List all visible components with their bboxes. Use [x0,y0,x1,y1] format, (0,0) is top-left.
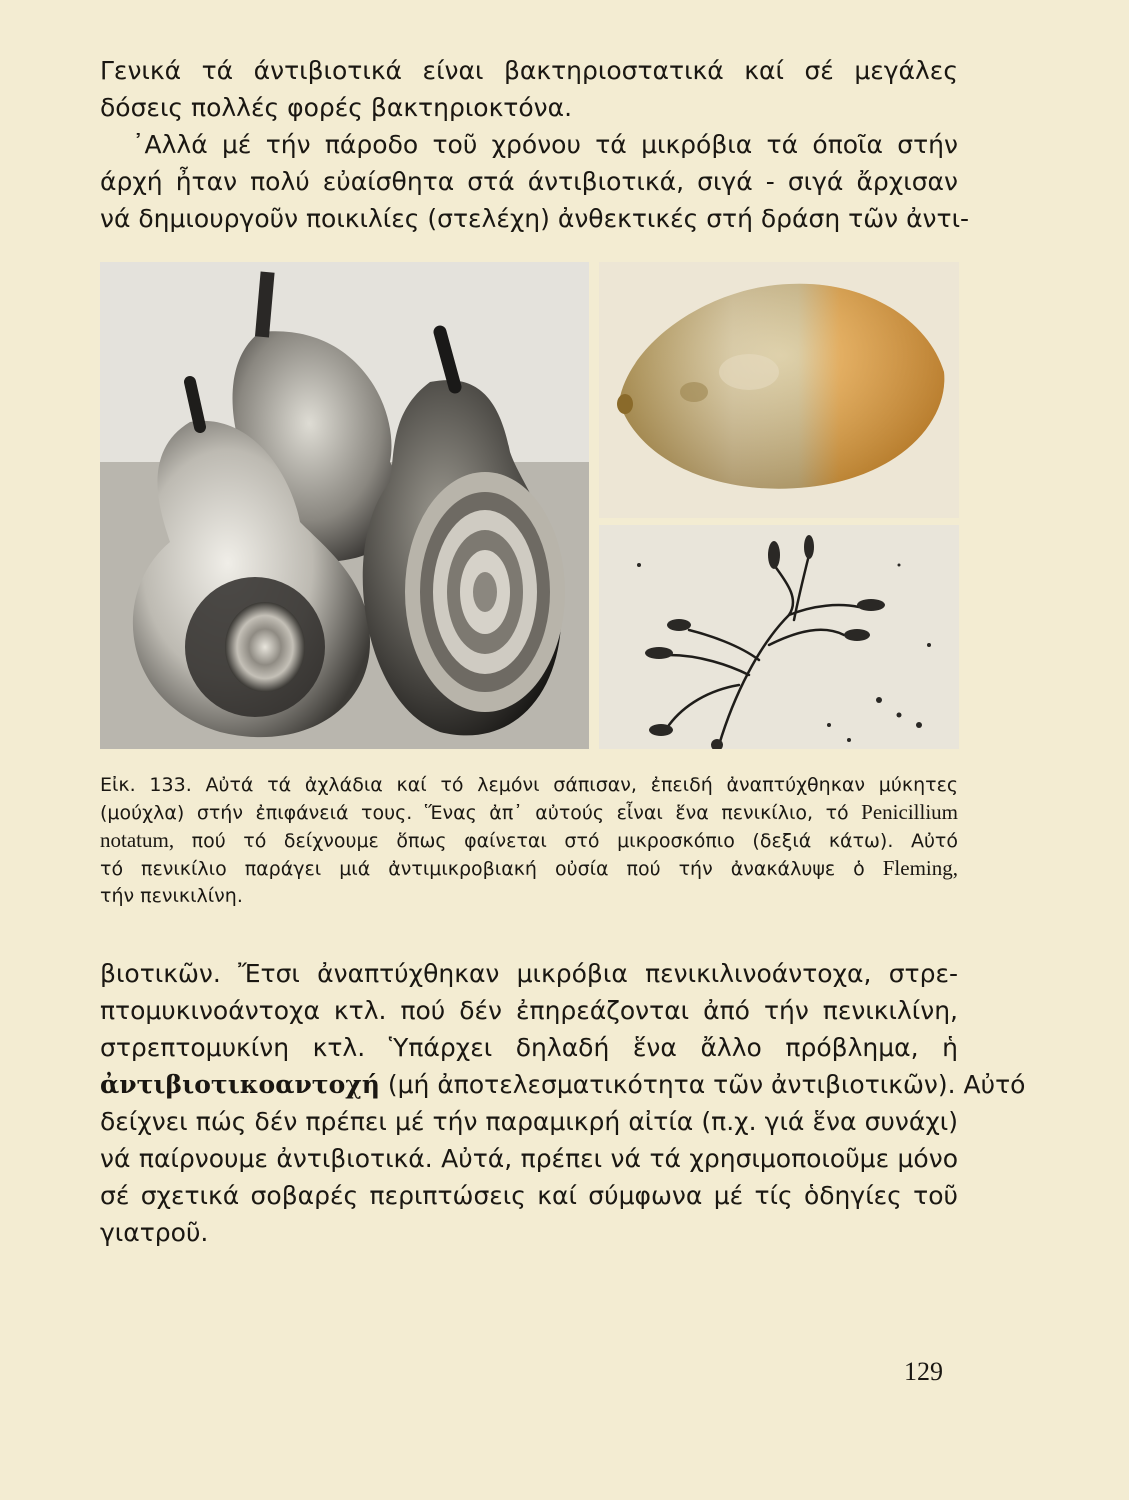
bold-term: ἀντιβιοτικοαντοχή [100,1070,380,1099]
pears-photo [100,262,589,749]
text-line [100,1066,1026,1103]
latin-name: Fleming, [882,856,958,880]
text-line: νά δημιουργοῦν ποικιλίες (στελέχη) ἀνθεκτικές στή δράση τῶν ἀντι- [100,204,970,233]
caption-text: πού τό δείχνουμε ὅπως φαίνεται στό μικροσκόπιο (δεξιά κάτω). Αὐτό [174,830,958,852]
text-run: (μή ἀποτελεσματικότητα τῶν ἀντιβιοτικῶν). Αὐτό [379,1070,1026,1099]
latin-name: Penicillium [861,800,958,824]
text-line: άρχή ἦταν πολύ εὐαίσθητα στά άντιβιοτικά, σιγά - σιγά ἄρχισαν [100,167,958,196]
micrograph-illustration [599,525,959,749]
caption-line [100,855,958,883]
text-line: στρεπτομυκίνη κτλ. Ὑπάρχει δηλαδή ἕνα ἄλλο πρόβλημα, ἡ [100,1033,958,1062]
text-line: βιοτικῶν. Ἔτσι ἀναπτύχθηκαν μικρόβια πενικιλινοάντοχα, στρε- [100,959,958,988]
pears-illustration [100,262,589,749]
text-line: πτομυκινοάντοχα κτλ. πού δέν ἐπηρεάζονται ἀπό τήν πενικιλίνη, [100,996,958,1025]
lemon-photo [599,262,959,518]
text-line: ᾿Αλλά μέ τήν πάροδο τοῦ χρόνου τά μικρόβια τά όποῖα στήν [132,130,958,159]
caption-line [100,827,958,855]
text-line: γιατροῦ. [100,1218,209,1247]
caption-line [100,799,958,827]
text-line: Γενικά τά άντιβιοτικά είναι βακτηριοστατικά καί σέ μεγάλες [100,56,958,85]
text-line: δόσεις πολλές φορές βακτηριοκτόνα. [100,93,573,122]
caption-text: (μούχλα) στήν ἐπιφάνειά τους. Ἕνας ἀπ᾿ αὐτούς εἶναι ἕνα πενικίλιο, τό [100,802,862,824]
paragraph-top [100,52,970,237]
text-line: νά παίρνουμε ἀντιβιοτικά. Αὐτά, πρέπει νά τά χρησιμοποιοῦμε μόνο [100,1144,958,1173]
caption-text: τό πενικίλιο παράγει μιά ἀντιμικροβιακή οὐσία πού τήν ἀνακάλυψε ὁ [100,858,883,880]
latin-name: notatum, [100,828,175,852]
penicillium-micrograph [599,525,959,749]
text-line: δείχνει πώς δέν πρέπει μέ τήν παραμικρή αἰτία (π.χ. γιά ἕνα συνάχι) [100,1107,958,1136]
page-number: 129 [904,1357,943,1386]
caption-line: Εἰκ. 133. Αὐτά τά ἀχλάδια καί τό λεμόνι σάπισαν, ἐπειδή ἀναπτύχθηκαν μύκητες [100,774,958,796]
caption-line: τήν πενικιλίνη. [100,885,243,907]
figure-caption [100,772,958,910]
paragraph-bottom [100,955,1026,1251]
lemon-illustration [599,262,959,518]
text-line: σέ σχετικά σοβαρές περιπτώσεις καί σύμφωνα μέ τίς ὁδηγίες τοῦ [100,1181,958,1210]
